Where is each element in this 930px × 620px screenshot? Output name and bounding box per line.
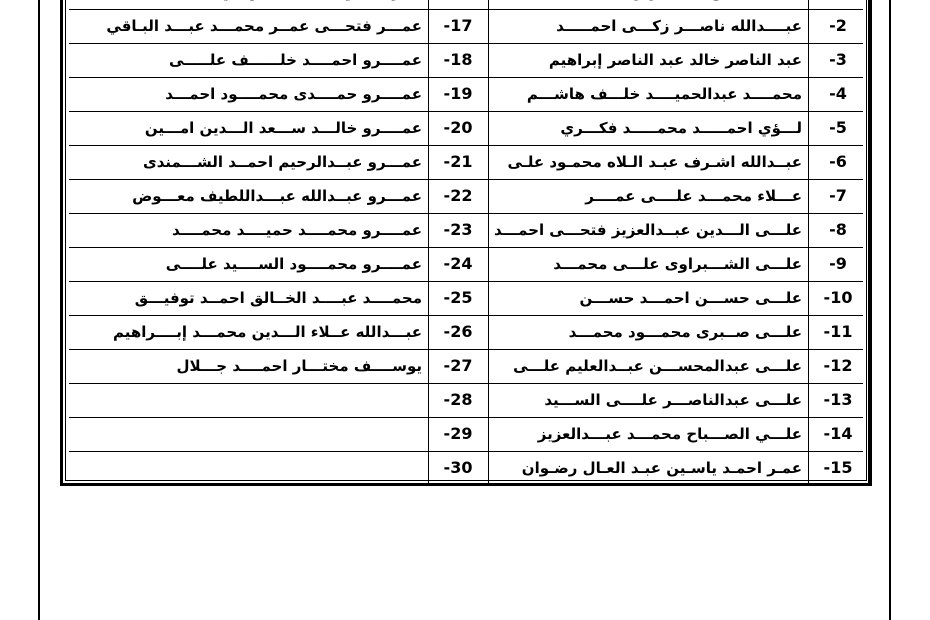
student-name-left [69, 383, 428, 417]
serial-number-right: -14 [823, 424, 853, 443]
student-name-left: عمــــرو محمــــود الســــيد علــــى [165, 255, 422, 273]
student-name-left [69, 451, 428, 485]
page-border-right [889, 0, 891, 620]
serial-number-right: -7 [829, 186, 847, 205]
student-name-left: عمـــر فتحـــى عمــر محمـــد عبـــد البـاقي [106, 17, 422, 35]
table-row [63, 383, 869, 417]
serial-number-left: -22 [443, 186, 473, 205]
serial-number-left: -18 [443, 50, 473, 69]
student-name-right: عبــدالله اشـرف عبـد الـلاه محمـود علـى [507, 153, 802, 171]
serial-number-left: -26 [443, 322, 473, 341]
student-name-left [69, 0, 428, 9]
serial-number-right: -15 [823, 458, 853, 477]
row-divider [69, 485, 863, 486]
serial-number-left [428, 0, 488, 9]
serial-number-right: -6 [829, 152, 847, 171]
serial-number-right: -5 [829, 118, 847, 137]
student-name-left: عبـــدالله عــلاء الـــدين محمـــد إبــــراهيم [112, 323, 422, 341]
table-row [63, 349, 869, 383]
student-name-right: عبــــدالله ناصـــر زكـــى احمـــــد [556, 17, 802, 35]
student-name-left: عمـــرو عبــدالله عبـــداللطيف معـــوض [132, 187, 422, 205]
serial-number-right: -8 [829, 220, 847, 239]
student-name-right: لـــؤي احمـــــد محمـــــد فكـــري [560, 119, 802, 137]
table-row [63, 213, 869, 247]
student-name-right: عبد الناصر خالد عبد الناصر إبراهيم [548, 51, 802, 69]
student-name-right: علـــى عبدالناصـــر علــــى الســـيد [544, 391, 802, 409]
student-name-left: محمــــد عبــــد الخــالق احمــد توفيـــق [134, 289, 422, 307]
table-row [63, 43, 869, 77]
serial-number-left: -30 [443, 458, 473, 477]
table-row [63, 281, 869, 315]
serial-number-left: -29 [443, 424, 473, 443]
student-name-right: محمــــد عبدالحميــــد خلـــف هاشـــم [526, 85, 802, 103]
serial-number-left: -19 [443, 84, 473, 103]
table-row [63, 417, 869, 451]
serial-number-right: -4 [829, 84, 847, 103]
student-name-right: عـــلاء محمـــد علــــى عمــــر [585, 187, 802, 205]
table-row [63, 145, 869, 179]
serial-number-left: -24 [443, 254, 473, 273]
student-name-right: علـــى الـــدين عبــدالعزيز فتحـــى احمـــد [494, 221, 802, 239]
serial-number-left: -23 [443, 220, 473, 239]
serial-number-right: -9 [829, 254, 847, 273]
student-name-right: علـــى الشـــبراوى علـــى محمـــد [553, 255, 802, 273]
table-row [63, 77, 869, 111]
student-roster-table [60, 0, 872, 486]
table-row [63, 111, 869, 145]
serial-number-right: -10 [823, 288, 853, 307]
serial-number-left: -28 [443, 390, 473, 409]
serial-number-left: -27 [443, 356, 473, 375]
student-name-left: عمــــرو محمــــد حميــــد محمــــد [172, 221, 422, 239]
student-name-right: عمـر احمـد ياسـين عبـد العـال رضـوان [521, 459, 802, 477]
page-border-left [38, 0, 40, 620]
student-name-right: علـــى عبدالمحســـن عبــدالعليم علـــى [513, 357, 802, 375]
table-row [63, 451, 869, 485]
student-name-right: علـــي الصـــباح محمـــد عبـــدالعزيز [537, 425, 802, 443]
student-name-right [489, 0, 808, 9]
table-row [63, 247, 869, 281]
serial-number-right [808, 0, 868, 9]
serial-number-right: -13 [823, 390, 853, 409]
student-name-left: عمــــرو خالـــد ســـعد الـــدين امـــين [144, 119, 422, 137]
serial-number-left: -20 [443, 118, 473, 137]
table-row [63, 9, 869, 43]
serial-number-right: -12 [823, 356, 853, 375]
student-name-left [69, 417, 428, 451]
student-name-right: علـــى حســـن احمـــد حســـن [579, 289, 802, 307]
serial-number-left: -25 [443, 288, 473, 307]
student-name-left: عمــــرو حمــــدى محمــــود احمـــد [165, 85, 422, 103]
serial-number-left: -21 [443, 152, 473, 171]
serial-number-right: -11 [823, 322, 853, 341]
table-row [63, 179, 869, 213]
serial-number-right: -2 [829, 16, 847, 35]
table-row [63, 0, 869, 9]
student-name-right: علـــى صــبرى محمـــود محمـــد [568, 323, 802, 341]
student-name-left: عمــــرو احمــــد خلــــــف علـــــى [168, 51, 422, 69]
table-row [63, 315, 869, 349]
serial-number-left: -17 [443, 16, 473, 35]
student-name-left: عمـــرو عبــدالرحيم احمــد الشـــمندى [142, 153, 422, 171]
serial-number-right: -3 [829, 50, 847, 69]
student-name-left: يوســــف مختـــار احمــــد جـــلال [176, 357, 422, 375]
